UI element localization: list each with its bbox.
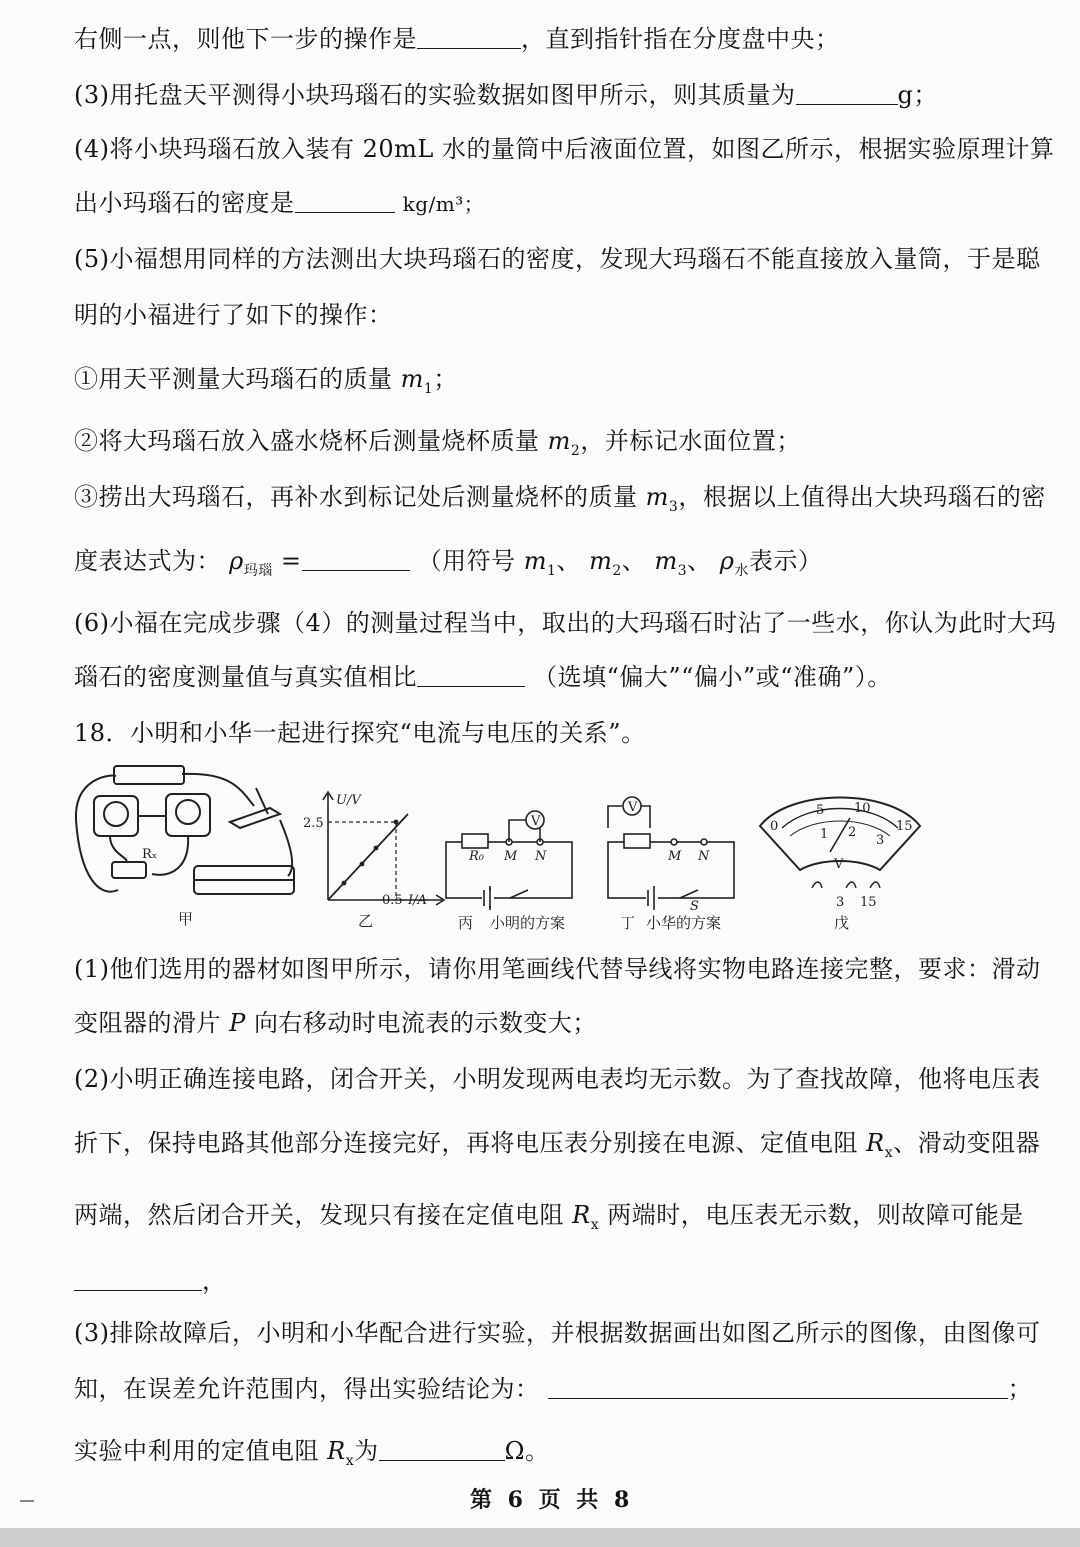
symbol: m — [654, 547, 678, 575]
question-line — [74, 662, 1020, 692]
n-label: N — [698, 849, 710, 864]
question-line — [74, 300, 1020, 330]
figure-caption-ding: 丁 — [620, 914, 636, 932]
text: 18．小明和小华一起进行探究“电流与电压的关系”。 — [74, 719, 646, 747]
symbol: m — [400, 365, 424, 393]
text: 、滑动变阻器 — [893, 1129, 1041, 1157]
voltmeter-v: V — [531, 814, 541, 829]
symbol-sub: 2 — [612, 562, 622, 579]
m-label: M — [504, 849, 518, 864]
figure-caption-wu: 戊 — [834, 914, 850, 932]
page-footer: 第 6 页 共 8 — [470, 1487, 634, 1513]
text: 表示） — [748, 547, 823, 575]
symbol: R — [866, 1129, 885, 1157]
text: （选填“偏大”“偏小”或“准确”）。 — [533, 663, 892, 691]
rx-label: Rₓ — [142, 847, 158, 862]
text: 两端时，电压表无示数，则故障可能是 — [607, 1201, 1024, 1229]
answer-blank[interactable] — [74, 1266, 202, 1291]
text: Ω。 — [504, 1437, 550, 1465]
question-heading — [74, 718, 1020, 748]
symbol: P — [229, 1009, 246, 1037]
symbol-sub: 2 — [570, 442, 581, 459]
figure-row — [70, 758, 940, 938]
question-line — [74, 1064, 1041, 1094]
question-line — [74, 80, 1020, 110]
question-line — [74, 24, 1020, 54]
scale-top-15: 15 — [896, 819, 913, 834]
text: 度表达式为： — [74, 547, 221, 575]
scale-bottom-3: 3 — [876, 833, 885, 848]
symbol-sub: x — [345, 1452, 355, 1469]
text: ②将大玛瑙石放入盛水烧杯后测量烧杯质量 — [74, 427, 540, 455]
question-line — [74, 608, 1057, 638]
question-line — [74, 364, 1020, 404]
text: 、 — [556, 547, 581, 575]
answer-blank[interactable] — [417, 662, 525, 687]
symbol: m — [645, 483, 669, 511]
question-line — [74, 188, 1020, 219]
text: ； — [1007, 1375, 1033, 1403]
symbol-sub: 玛瑙 — [243, 562, 273, 579]
question-line — [74, 482, 1046, 522]
text: ③捞出大玛瑙石，再补水到标记处后测量烧杯的质量 — [74, 483, 638, 511]
symbol: = — [272, 547, 302, 575]
answer-blank[interactable] — [796, 80, 898, 105]
text: 出小玛瑙石的密度是 — [74, 189, 295, 217]
axis-label-i: I/A — [408, 893, 427, 908]
scan-border — [0, 1528, 1080, 1547]
text: ，直到指针指在分度盘中央； — [521, 25, 840, 53]
scale-top-0: 0 — [770, 819, 779, 834]
scan-mark — [20, 1500, 34, 1502]
text: 知，在误差允许范围内，得出实验结论为： — [74, 1375, 540, 1403]
text: 瑙石的密度测量值与真实值相比 — [74, 663, 417, 691]
question-line — [74, 1008, 1020, 1038]
text: (2)小明正确连接电路，闭合开关，小明发现两电表均无示数。为了查找故障，他将电压表 — [74, 1065, 1041, 1093]
symbol-sub: 3 — [668, 498, 679, 515]
question-line — [74, 244, 1041, 274]
figure-caption-bing: 丙 — [458, 914, 474, 932]
text: 为 — [354, 1437, 379, 1465]
scale-bottom-2: 2 — [848, 825, 857, 840]
answer-blank[interactable] — [379, 1436, 505, 1461]
question-line — [74, 134, 1055, 164]
scale-top-10: 10 — [854, 801, 871, 816]
question-line — [74, 1266, 1020, 1296]
symbol: ρ — [719, 547, 735, 575]
symbol: m — [547, 427, 571, 455]
tick-2-5: 2.5 — [303, 816, 324, 831]
axis-label-u: U/V — [336, 793, 361, 808]
figure-caption-jia: 甲 — [178, 910, 194, 928]
ui-graph-yi — [323, 792, 444, 905]
text: 两端，然后闭合开关，发现只有接在定值电阻 — [74, 1201, 564, 1229]
symbol: R — [327, 1437, 346, 1465]
text: 右侧一点，则他下一步的操作是 — [74, 25, 417, 53]
text: (6)小福在完成步骤（4）的测量过程当中，取出的大玛瑙石时沾了一些水，你认为此时大玛 — [74, 609, 1057, 637]
symbol: ρ — [229, 547, 244, 575]
symbol-sub: 1 — [547, 562, 557, 579]
answer-blank[interactable] — [417, 24, 521, 49]
text: 实验中利用的定值电阻 — [74, 1437, 319, 1465]
answer-blank[interactable] — [302, 546, 410, 571]
question-line — [74, 546, 1020, 586]
tick-0-5: 0.5 — [382, 893, 403, 908]
circuit-photo-jia — [76, 766, 294, 894]
question-line — [74, 1200, 1024, 1240]
text: 折下，保持电路其他部分连接完好，再将电压表分别接在电源、定值电阻 — [74, 1129, 858, 1157]
symbol-sub: 3 — [677, 562, 688, 579]
n-label: N — [535, 849, 547, 864]
text: 、 — [687, 547, 712, 575]
text: 、 — [621, 547, 647, 575]
switch-s: S — [690, 899, 699, 914]
text: ； — [433, 365, 458, 393]
symbol: R — [572, 1201, 591, 1229]
m-label: M — [668, 849, 682, 864]
text: ①用天平测量大玛瑙石的质量 — [74, 365, 393, 393]
question-line — [74, 1436, 1020, 1476]
text: (3)用托盘天平测得小块玛瑙石的实验数据如图甲所示，则其质量为 — [74, 81, 796, 109]
text: kg/m³； — [402, 192, 485, 216]
answer-blank[interactable] — [548, 1374, 1008, 1399]
meter-unit-v: V — [834, 857, 844, 872]
voltmeter-v: V — [628, 800, 638, 815]
text: 变阻器的滑片 — [74, 1009, 221, 1037]
symbol-sub: x — [884, 1144, 894, 1161]
text: （用符号 — [417, 547, 516, 575]
scale-bottom-1: 1 — [820, 827, 829, 842]
voltmeter-dial-wu — [760, 798, 920, 889]
text: ，根据以上值得出大块玛瑙石的密 — [678, 483, 1046, 511]
question-line — [74, 954, 1041, 984]
terminal-3: 3 — [836, 895, 845, 910]
text: ， — [202, 1267, 227, 1295]
text: 向右移动时电流表的示数变大； — [253, 1009, 597, 1037]
text: (4)将小块玛瑙石放入装有 20mL 水的量筒中后液面位置，如图乙所示，根据实验原理计算 — [74, 135, 1055, 163]
caption-xiaoming: 小明的方案 — [490, 914, 566, 932]
text: (3)排除故障后，小明和小华配合进行实验，并根据数据画出如图乙所示的图像，由图像可 — [74, 1319, 1041, 1347]
symbol-sub: 水 — [734, 562, 749, 579]
caption-xiaohua: 小华的方案 — [646, 914, 722, 932]
scale-top-5: 5 — [816, 803, 825, 818]
symbol-sub: x — [590, 1216, 600, 1233]
r0-label: R₀ — [469, 849, 484, 864]
question-line — [74, 1374, 1033, 1404]
question-line — [74, 1128, 1041, 1168]
symbol: m — [589, 547, 613, 575]
question-line — [74, 1318, 1041, 1348]
text: ，并标记水面位置； — [580, 427, 801, 455]
question-line — [74, 426, 1020, 466]
terminal-15: 15 — [860, 895, 877, 910]
symbol: m — [523, 547, 548, 575]
symbol-sub: 1 — [423, 380, 434, 397]
text: 明的小福进行了如下的操作： — [74, 301, 393, 329]
answer-blank[interactable] — [295, 188, 395, 213]
text: (1)他们选用的器材如图甲所示，请你用笔画线代替导线将实物电路连接完整，要求：滑动 — [74, 955, 1041, 983]
figure-caption-yi: 乙 — [358, 912, 374, 930]
text: g； — [897, 81, 938, 109]
text: (5)小福想用同样的方法测出大块玛瑙石的密度，发现大玛瑙石不能直接放入量筒，于是聪 — [74, 245, 1041, 273]
